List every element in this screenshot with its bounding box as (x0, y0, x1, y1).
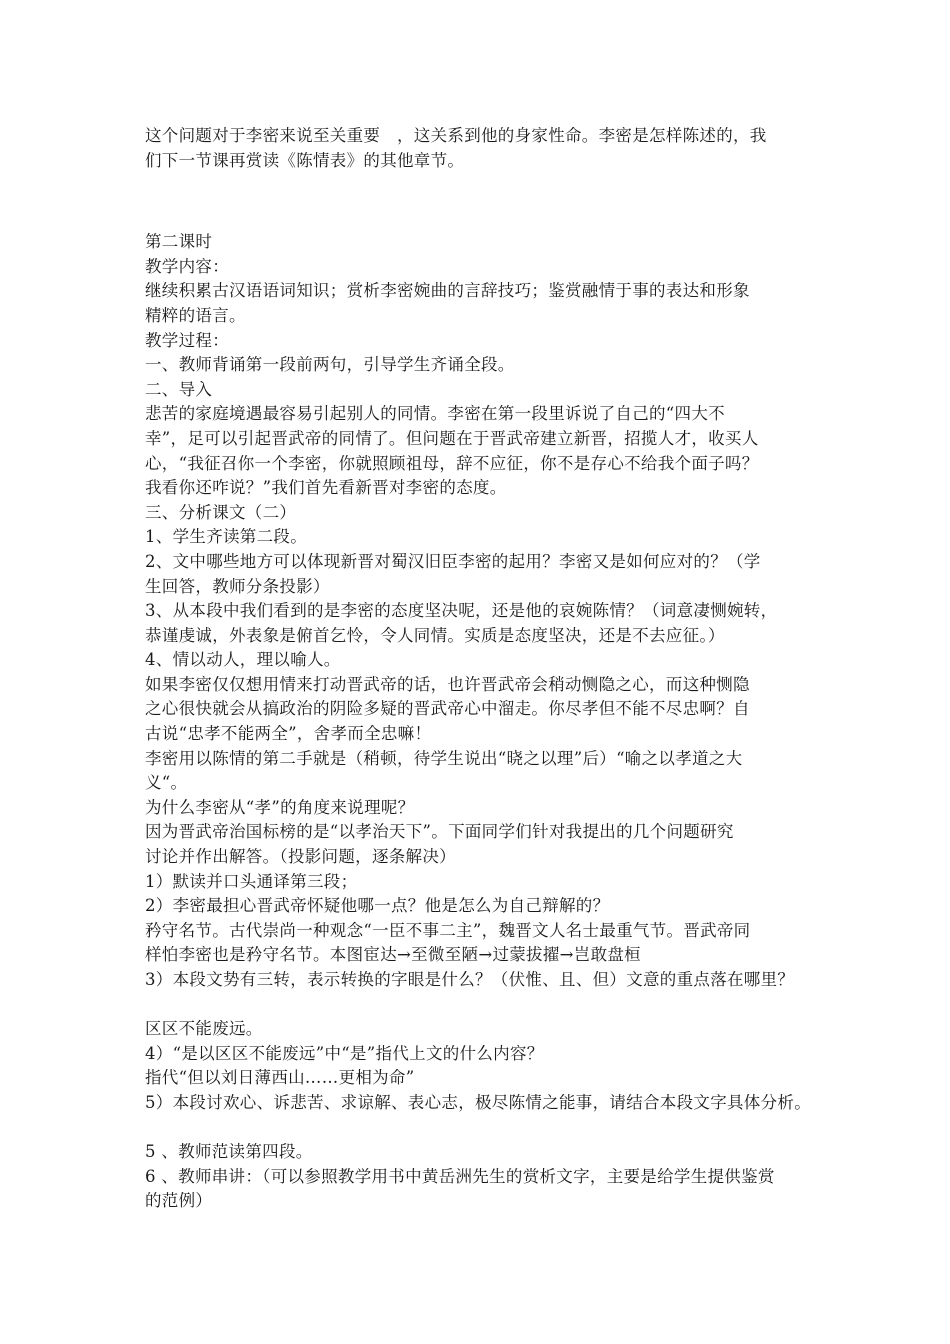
text-line: 恭谨虔诚，外表象是俯首乞怜，令人同情。实质是态度坚决，还是不去应征。） (145, 625, 725, 645)
text-line: 1、学生齐读第二段。 (145, 527, 307, 547)
text-line: 一、教师背诵第一段前两句，引导学生齐诵全段。 (145, 355, 515, 375)
text-line: 4、情以动人，理以喻人。 (145, 650, 341, 670)
text-line: 2）李密最担心晋武帝怀疑他哪一点？他是怎么为自己辩解的？ (145, 896, 610, 916)
text-line: 这个问题对于李密来说至关重要 ，这关系到他的身家性命。李密是怎样陈述的，我 (145, 126, 767, 145)
text-line: 2、文中哪些地方可以体现新晋对蜀汉旧臣李密的起用？李密又是如何应对的？（学 (145, 551, 761, 571)
part4-section (145, 1140, 815, 1214)
text-line: 三、分析课文（二） (145, 502, 297, 522)
text-line: 悲苦的家庭境遇最容易引起别人的同情。李密在第一段里诉说了自己的“四大不 (145, 404, 725, 424)
spacer (145, 993, 815, 1018)
lesson-heading: 第二课时 (145, 232, 213, 252)
text-line: 3）本段文势有三转，表示转换的字眼是什么？（伏惟、且、但）文意的重点落在哪里？ (145, 970, 795, 989)
text-line: 指代“但以刘日薄西山……更相为命” (145, 1068, 415, 1088)
text-line: 心，“我征召你一个李密，你就照顾祖母，辞不应征，你不是存心不给我个面子吗？ (145, 453, 759, 473)
text-line: 李密用以陈情的第二手就是（稍顿，待学生说出“晓之以理”后）“喻之以孝道之大 (145, 748, 743, 768)
text-line: 继续积累古汉语语词知识；赏析李密婉曲的言辞技巧；鉴赏融情于事的表达和形象 (145, 281, 750, 301)
text-line: 5）本段讨欢心、诉悲苦、求谅解、表心志，极尽陈情之能事，请结合本段文字具体分析。 (145, 1092, 811, 1112)
text-line: 我看你还咋说？”我们首先看新晋对李密的态度。 (145, 478, 507, 498)
text-line: 教学内容： (145, 256, 229, 276)
text-line: 3、从本段中我们看到的是李密的态度坚决呢，还是他的哀婉陈情？（词意凄恻婉转， (145, 601, 778, 621)
text-line: 6 、教师串讲：（可以参照教学用书中黄岳洲先生的赏析文字，主要是给学生提供鉴赏 (145, 1166, 775, 1186)
text-line: 讨论并作出解答。（投影问题，逐条解决） (145, 847, 456, 867)
text-line: 1）默读并口头通译第三段； (145, 871, 358, 891)
intro-paragraph (145, 124, 815, 173)
text-line: 幸”，足可以引起晋武帝的同情了。但问题在于晋武帝建立新晋，招揽人才，收买人 (145, 428, 759, 448)
spacer (145, 173, 815, 230)
text-line: 为什么李密从“孝”的角度来说理呢？ (145, 797, 415, 817)
spacer (145, 1116, 815, 1141)
text-line: 二、导入 (145, 379, 213, 399)
text-line: 区区不能废远。 (145, 1019, 263, 1039)
text-line: 义“。 (145, 773, 188, 793)
text-line: 教学过程： (145, 330, 229, 350)
text-line: 生回答，教师分条投影） (145, 576, 330, 596)
text-line: 样怕李密也是矜守名节。本图宦达→至微至陋→过蒙拔擢→岂敢盘桓 (145, 945, 641, 965)
text-line: 的范例） (145, 1191, 213, 1211)
text-line: 精粹的语言。 (145, 305, 246, 325)
part3-section (145, 1017, 815, 1115)
text-line: 们下一节课再赏读《陈情表》的其他章节。 (145, 150, 465, 170)
lesson-section (145, 230, 815, 992)
text-line: 因为晋武帝治国标榜的是“以孝治天下”。下面同学们针对我提出的几个问题研究 (145, 822, 734, 842)
text-line: 矜守名节。古代崇尚一种观念“一臣不事二主”，魏晋文人名士最重气节。晋武帝同 (145, 920, 751, 940)
text-line: 5 、教师范读第四段。 (145, 1142, 313, 1162)
text-line: 4）“是以区区不能废远”中“是”指代上文的什么内容？ (145, 1043, 544, 1063)
text-line: 之心很快就会从搞政治的阴险多疑的晋武帝心中溜走。你尽孝但不能不尽忠啊？自 (145, 699, 750, 719)
document-page (145, 124, 815, 1214)
text-line: 如果李密仅仅想用情来打动晋武帝的话，也许晋武帝会稍动恻隐之心，而这种恻隐 (145, 674, 750, 694)
text-line: 古说“忠孝不能两全”，舍孝而全忠嘛！ (145, 724, 432, 744)
